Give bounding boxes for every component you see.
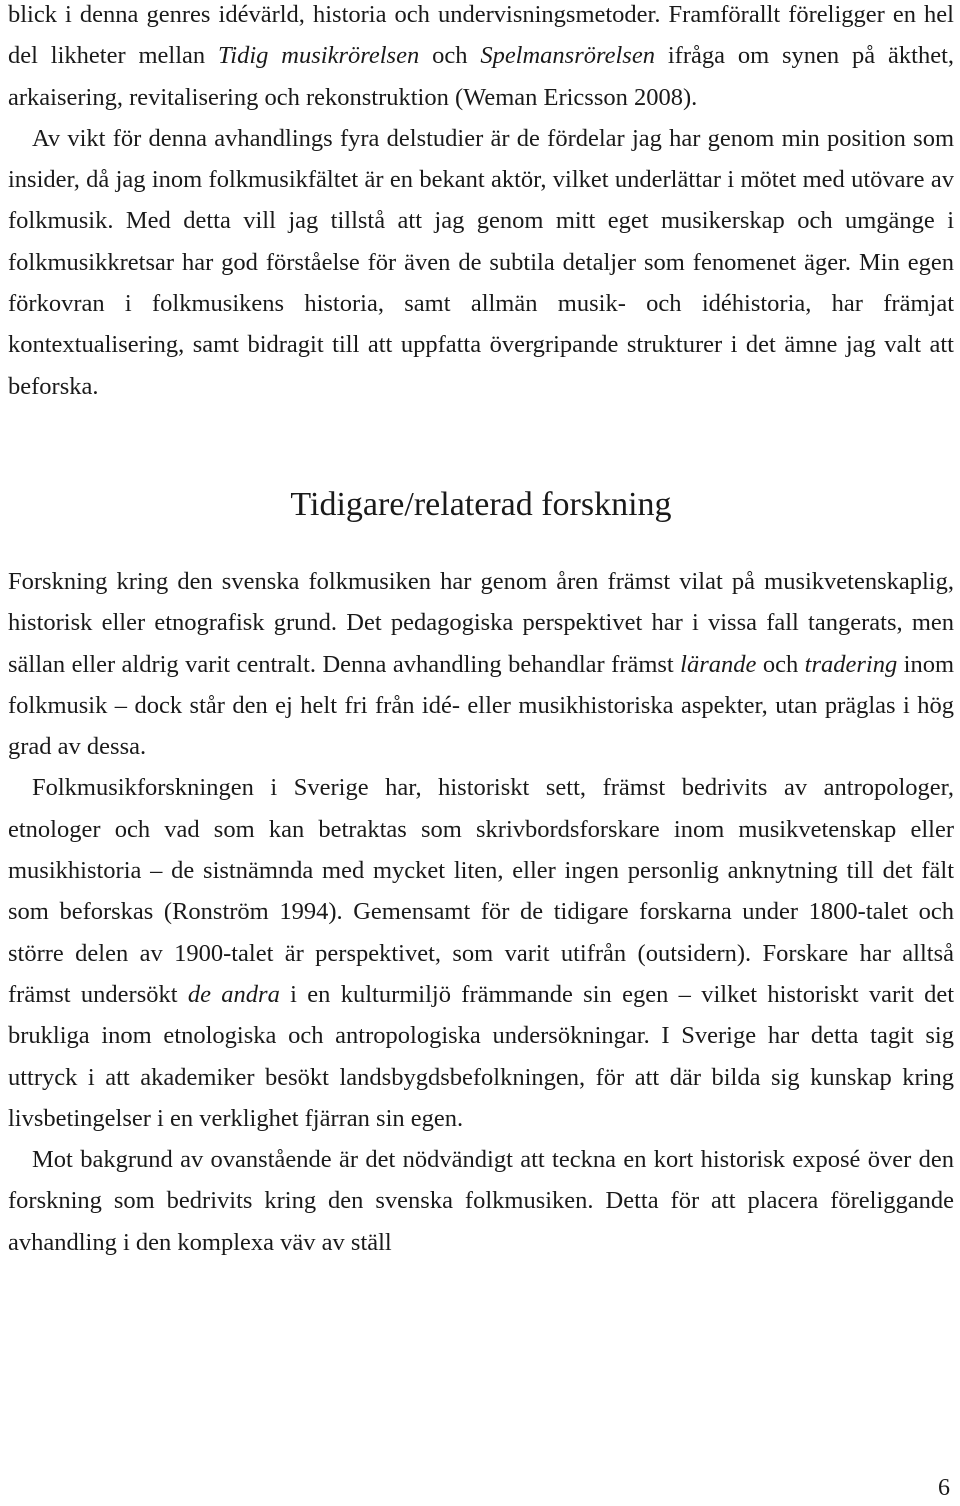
text-run: i en kulturmiljö främmande sin egen – vilket historiskt varit det brukliga inom etnologiska och antropologiska undersökningar. I Sverige har detta tagit sig uttryck i att akademiker besökt landsbygdsbefolkningen, för att där bilda sig kunskap kring livsbetingelser i en verklighet fjärran sin egen.: [8, 980, 954, 1132]
paragraph: [8, 767, 954, 1139]
section-heading: Tidigare/relaterad forskning: [290, 485, 672, 523]
paragraph: [8, 561, 954, 767]
italic-term: Spelmansrörelsen: [480, 42, 655, 70]
page-number: 6: [938, 1475, 950, 1501]
body-text-top: [8, 0, 954, 407]
italic-term: Tidig musikrörelsen: [218, 42, 420, 70]
text-run: Mot bakgrund av ovanstående är det nödvändigt att teckna en kort historisk exposé över den forskning som bedrivits kring den svenska folkmusiken. Detta för att placera föreliggande avhandling i den komplexa väv av ställ: [8, 1146, 954, 1256]
text-run: och: [419, 42, 481, 70]
text-run: Folkmusikforskningen i Sverige har, historiskt sett, främst bedrivits av antropologer, etnologer och vad som kan betraktas som skrivbordsforskare inom musikvetenskap eller musikhistoria – de sistnämnda med mycket liten, eller ingen personlig anknytning till det fält som beforskas (Ronström 1994). Gemensamt för de tidigare forskarna under 1800-talet och större delen av 1900-talet är perspektivet, som varit utifrån (outsidern). Forskare har alltså främst undersökt: [8, 774, 954, 1008]
body-text-bottom: [8, 561, 954, 1263]
italic-term: de andra: [187, 980, 280, 1008]
document-page: [8, 0, 954, 1263]
paragraph: [8, 1139, 954, 1263]
paragraph: [8, 118, 954, 407]
text-run: Forskning kring den svenska folkmusiken har genom åren främst vilat på musikvetenskaplig, historisk eller etnografisk grund. Det pedagogiska perspektivet har i vissa fall tangerats, men sällan eller aldrig varit centralt. Denna avhandling behandlar främst: [8, 567, 954, 678]
text-run: inom folkmusik – dock står den ej helt fri från idé- eller musikhistoriska aspekter, utan präglas i hög grad av dessa.: [8, 650, 954, 761]
paragraph: [8, 0, 954, 118]
text-run: blick i denna genres idévärld, historia och undervisningsmetoder. Framförallt föreligger en hel del likheter mellan: [8, 1, 954, 70]
text-run: och: [756, 650, 805, 678]
italic-term: tradering: [804, 650, 898, 678]
text-run: ifråga om synen på äkthet, arkaisering, revitalisering och rekonstruktion (Weman Ericsson 2008).: [8, 42, 955, 111]
text-run: Av vikt för denna avhandlings fyra delstudier är de fördelar jag har genom min position som insider, då jag inom folkmusikfältet är en bekant aktör, vilket underlättar i mötet med utövare av folkmusik. Med detta vill jag tillstå att jag genom mitt eget musikerskap och umgänge i folkmusikkretsar har god förståelse för även de subtila detaljer som fenomenet äger. Min egen förkovran i folkmusikens historia, samt allmän musik- och idéhistoria, har främjat kontextualisering, samt bidragit till att uppfatta övergripande strukturer i det ämne jag valt att beforska.: [8, 124, 954, 400]
italic-term: lärande: [680, 650, 757, 678]
